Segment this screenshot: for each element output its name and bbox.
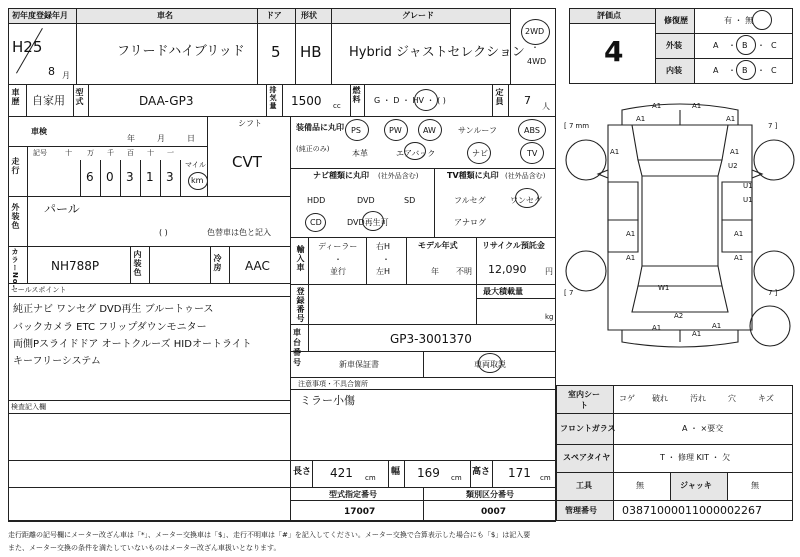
- equip-tv: TV: [527, 149, 538, 158]
- navi-sd: SD: [404, 196, 416, 205]
- height-label: 高さ: [472, 467, 491, 477]
- mark-a1-door-l: A1: [626, 230, 636, 238]
- use-label: 車歴: [11, 88, 20, 106]
- car-name-label: 車名: [157, 11, 173, 20]
- import-label: 輸入車: [296, 245, 305, 272]
- jack-label: ジャッキ: [680, 481, 712, 490]
- shift-value: CVT: [232, 153, 262, 171]
- exterior-dot-1: ・: [728, 41, 736, 50]
- color-label: 外装色: [11, 203, 20, 230]
- tv-title: TV種類に丸印: [447, 171, 499, 180]
- mileage-digit-2: 0: [106, 170, 114, 184]
- chassis-label: 車台番号: [293, 328, 301, 367]
- header-row-bg: [9, 9, 510, 23]
- navi-title: ナビ種類に丸印: [313, 171, 369, 180]
- car-left-front-door: [608, 182, 638, 220]
- colorno-value: NH788P: [51, 259, 100, 273]
- shape-label: 形状: [301, 11, 317, 20]
- reg-month-unit: 月: [62, 71, 70, 80]
- type-no-value: 17007: [344, 507, 376, 517]
- class-no-label: 類別区分番号: [466, 490, 514, 499]
- car-roof: [642, 176, 718, 266]
- tool-value: 無: [636, 481, 644, 490]
- drive-4wd: 4WD: [527, 57, 547, 66]
- seat-option-0: コゲ: [619, 394, 635, 403]
- mileage-unit-1: 万: [87, 149, 94, 157]
- mark-a1-quarter-r: A1: [734, 230, 744, 238]
- equip-leather: 本革: [352, 149, 368, 158]
- recycle-unit: 円: [545, 267, 553, 276]
- mileage-digit-3: 3: [126, 170, 134, 184]
- tire-label-rr: 7 ]: [768, 289, 778, 297]
- exterior-c: C: [771, 41, 777, 50]
- regno-label: 登録番号: [296, 287, 305, 323]
- interior-b-circle: [736, 60, 756, 80]
- mark-a1-front-bumper-l: A1: [652, 102, 662, 110]
- equip-label: 装備品に丸印: [296, 123, 344, 132]
- model-year-unknown: 不明: [456, 267, 472, 276]
- car-damage-diagram: [562, 90, 798, 380]
- model-value: DAA-GP3: [139, 94, 194, 108]
- import-right: 右H: [376, 242, 391, 251]
- equip-ps: PS: [351, 126, 361, 135]
- tv-oneseg: ワンセグ: [510, 196, 542, 205]
- drive-2wd: 2WD: [525, 27, 545, 36]
- shaken-month: 月: [157, 134, 165, 143]
- shaken-label: 車検: [31, 127, 47, 136]
- mark-a1-quarter-l: A1: [626, 254, 636, 262]
- exterior-b-circle: [736, 35, 756, 55]
- seat-option-4: キズ: [758, 394, 774, 403]
- tire-spare: [750, 306, 790, 346]
- footer-line-1: 走行距離の記号欄にメーター改ざん車は「*」、メーター交換車は「$」、走行不明車は「#」を記入してください。メーター交換で合算表示した場合にも「$」は記入要: [8, 531, 531, 539]
- length-unit: cm: [365, 474, 376, 482]
- spare-label: スペアタイヤ: [563, 453, 611, 462]
- mileage-kigo: 記号: [33, 149, 47, 157]
- class-no-value: 0007: [481, 507, 507, 517]
- mileage-unit-5: 一: [167, 149, 174, 157]
- equip-aw: AW: [423, 126, 436, 135]
- model-label: 型式: [75, 88, 84, 106]
- mileage-digit-5: 3: [166, 170, 174, 184]
- ac-label: 冷房: [213, 254, 222, 272]
- score-label: 評価点: [597, 11, 621, 20]
- tv-fullseg: フルセグ: [454, 196, 486, 205]
- inspection-label: 検査記入欄: [11, 403, 46, 411]
- navi-dvd-play: DVD再生可: [347, 218, 389, 227]
- mark-w1-glass: W1: [658, 284, 670, 292]
- shaken-day: 日: [187, 134, 195, 143]
- color-value: パール: [44, 202, 80, 216]
- import-dealer: ディーラー: [318, 242, 358, 251]
- grade-value: Hybrid ジャストセレクション: [349, 45, 525, 60]
- mileage-unit-4: 十: [147, 149, 154, 157]
- equip-sub: (純正のみ): [296, 145, 330, 153]
- tire-rear-right: [754, 251, 794, 291]
- glass-options: A ・ ×要交: [682, 424, 724, 433]
- tire-rear-left: [566, 251, 606, 291]
- grade-label: グレード: [402, 11, 434, 20]
- displacement-unit: cc: [333, 102, 341, 110]
- width-value: 169: [417, 466, 440, 480]
- model-year-label: モデル年式: [418, 241, 458, 250]
- navi-cd: CD: [310, 218, 322, 227]
- notes-label: 注意事項・不具合箇所: [298, 380, 368, 388]
- equip-sunroof: サンルーフ: [458, 126, 497, 135]
- width-unit: cm: [451, 474, 462, 482]
- mark-a1-rear-bumper-r: A1: [712, 322, 722, 330]
- selling-label: セールスポイント: [11, 286, 67, 294]
- seat-option-1: 破れ: [652, 394, 668, 403]
- displacement-value: 1500: [291, 94, 322, 108]
- mark-a1-fender-l: A1: [610, 148, 620, 156]
- recycle-label: リサイクル預託金: [482, 241, 545, 250]
- height-value: 171: [508, 466, 531, 480]
- mark-a1-rear-r: A1: [734, 254, 744, 262]
- mileage-mile: マイル: [185, 161, 206, 169]
- import-left: 左H: [376, 267, 391, 276]
- tire-front-right: [754, 140, 794, 180]
- mileage-label: 走行: [11, 157, 20, 175]
- interior-dot-2: ・: [757, 66, 765, 75]
- import-parallel: 並行: [330, 267, 346, 276]
- fuel-label: 燃料: [352, 86, 361, 104]
- tv-oneseg-circle: [515, 188, 539, 208]
- mileage-digit-1: 6: [86, 170, 94, 184]
- mark-u2-door: U2: [728, 162, 738, 170]
- manage-label: 管理番号: [565, 506, 597, 515]
- mileage-unit-2: 千: [107, 149, 114, 157]
- interior-b: B: [742, 66, 748, 75]
- seat-option-3: 穴: [728, 394, 736, 403]
- seat-option-2: 汚れ: [690, 394, 706, 403]
- exterior-dot-2: ・: [757, 41, 765, 50]
- warranty-manual: 車両取説: [474, 360, 506, 369]
- capacity-label: 定員: [495, 88, 504, 106]
- spare-options: T ・ 修理 KIT ・ 欠: [660, 453, 731, 462]
- mark-a1-rear-bumper-m: A1: [692, 330, 702, 338]
- max-load-label: 最大積載量: [483, 287, 523, 296]
- width-label: 幅: [391, 467, 401, 477]
- tire-label-rl: [ 7: [564, 289, 574, 297]
- equip-airbag-circle: [404, 142, 426, 160]
- color-note-paren: ( ): [159, 228, 168, 237]
- repair-label: 修復歴: [664, 16, 688, 25]
- mark-u1-door-r1: U1: [743, 182, 753, 190]
- glass-label: フロントガラス: [560, 424, 616, 433]
- notes-value: ミラー小傷: [300, 394, 355, 407]
- ac-value: AAC: [245, 259, 270, 273]
- car-tailgate: [632, 286, 728, 312]
- equip-navi: ナビ: [472, 149, 488, 158]
- recycle-value: 12,090: [488, 263, 527, 276]
- jack-value: 無: [751, 481, 759, 490]
- exterior-label: 外装: [666, 41, 682, 50]
- colorno-label: カラーNo.: [11, 248, 19, 289]
- import-dot-2: ・: [382, 255, 390, 264]
- selling-line-3: 両側Pスライドドア オートクルーズ HIDオートライト: [13, 339, 252, 350]
- chassis-value: GP3-3001370: [390, 332, 472, 346]
- score-value: 4: [604, 35, 624, 68]
- mark-a1-hood: A1: [636, 115, 646, 123]
- interior-c: C: [771, 66, 777, 75]
- exterior-b: B: [742, 41, 748, 50]
- capacity-value: 7: [524, 94, 531, 107]
- navi-hdd: HDD: [307, 196, 326, 205]
- type-no-label: 型式指定番号: [329, 490, 377, 499]
- fuel-hv-circle: [414, 89, 438, 111]
- mark-a1-rear-bumper-l: A1: [652, 324, 662, 332]
- shift-label: シフト: [238, 119, 262, 128]
- reg-era: H25: [12, 38, 43, 56]
- car-rear-glass: [638, 266, 722, 286]
- length-value: 421: [330, 466, 353, 480]
- door-label: ドア: [266, 11, 282, 20]
- tire-label-fr: 7 ]: [768, 122, 778, 130]
- selling-line-1: 純正ナビ ワンセグ DVD再生 ブルートゥース: [13, 304, 214, 315]
- warranty-new: 新車保証書: [339, 360, 379, 369]
- navi-dvd: DVD: [357, 196, 375, 205]
- interior-dot-1: ・: [728, 66, 736, 75]
- car-hood: [632, 125, 728, 160]
- navi-sub: (社外品含む): [378, 172, 419, 180]
- warranty-manual-circle: [478, 353, 502, 373]
- height-unit: cm: [540, 474, 551, 482]
- mark-a1-front-bumper-r: A1: [692, 102, 702, 110]
- tv-sub: (社外品含む): [505, 172, 546, 180]
- navi-dvd-play-circle: [362, 211, 384, 231]
- equip-airbag: エアバック: [396, 149, 436, 158]
- mark-u1-door-r2: U1: [743, 196, 753, 204]
- interior-a: A: [713, 66, 719, 75]
- door-count: 5: [271, 43, 281, 61]
- mark-a2-tailgate: A2: [674, 312, 684, 320]
- color-note: 色替車は色と記入: [207, 228, 271, 237]
- model-year-unit: 年: [431, 267, 439, 276]
- mark-a1-hood-r: A1: [726, 115, 736, 123]
- tool-label: 工具: [576, 481, 592, 490]
- seat-label: 室内シート: [568, 390, 600, 410]
- tire-front-left: [566, 140, 606, 180]
- body-shape: HB: [300, 43, 322, 61]
- interior-label: 内装: [666, 66, 682, 75]
- manage-value: 03871000011000002267: [622, 504, 762, 517]
- reg-date-label: 初年度登録年月: [12, 11, 68, 20]
- tire-label-fl: [ 7 mm: [564, 122, 590, 130]
- max-load-unit: kg: [545, 313, 554, 321]
- drive-dot: ・: [531, 43, 539, 52]
- shaken-year: 年: [127, 134, 135, 143]
- length-label: 長さ: [293, 467, 312, 477]
- import-dot-1: ・: [334, 255, 342, 264]
- mileage-km: km: [191, 176, 204, 185]
- exterior-a: A: [713, 41, 719, 50]
- mileage-unit-0: 十: [65, 149, 72, 157]
- mileage-unit-3: 百: [127, 149, 134, 157]
- repair-none-circle: [752, 10, 772, 30]
- use-value: 自家用: [32, 94, 65, 107]
- fuel-options: G ・ D ・ HV ・ ( ): [374, 96, 446, 105]
- displacement-label: 排気量: [269, 86, 277, 110]
- selling-line-2: バックカメラ ETC フリップダウンモニター: [13, 322, 207, 333]
- mileage-digit-4: 1: [146, 170, 154, 184]
- footer-line-2: また、メーター交換の条件を満たしていないものはメーター改ざん車扱いとなります。: [8, 544, 281, 552]
- reg-month: 8: [48, 65, 55, 78]
- selling-line-4: キーフリーシステム: [13, 356, 101, 367]
- mark-a1-fender-r: A1: [730, 148, 740, 156]
- capacity-unit: 人: [542, 102, 550, 111]
- car-windshield: [638, 160, 722, 176]
- car-name: フリードハイブリッド: [117, 44, 245, 59]
- repair-options: 有 ・ 無: [724, 16, 754, 25]
- interior-color-label: 内装色: [133, 250, 142, 277]
- tv-analog: アナログ: [454, 218, 486, 227]
- equip-pw: PW: [389, 126, 402, 135]
- equip-abs: ABS: [524, 126, 540, 135]
